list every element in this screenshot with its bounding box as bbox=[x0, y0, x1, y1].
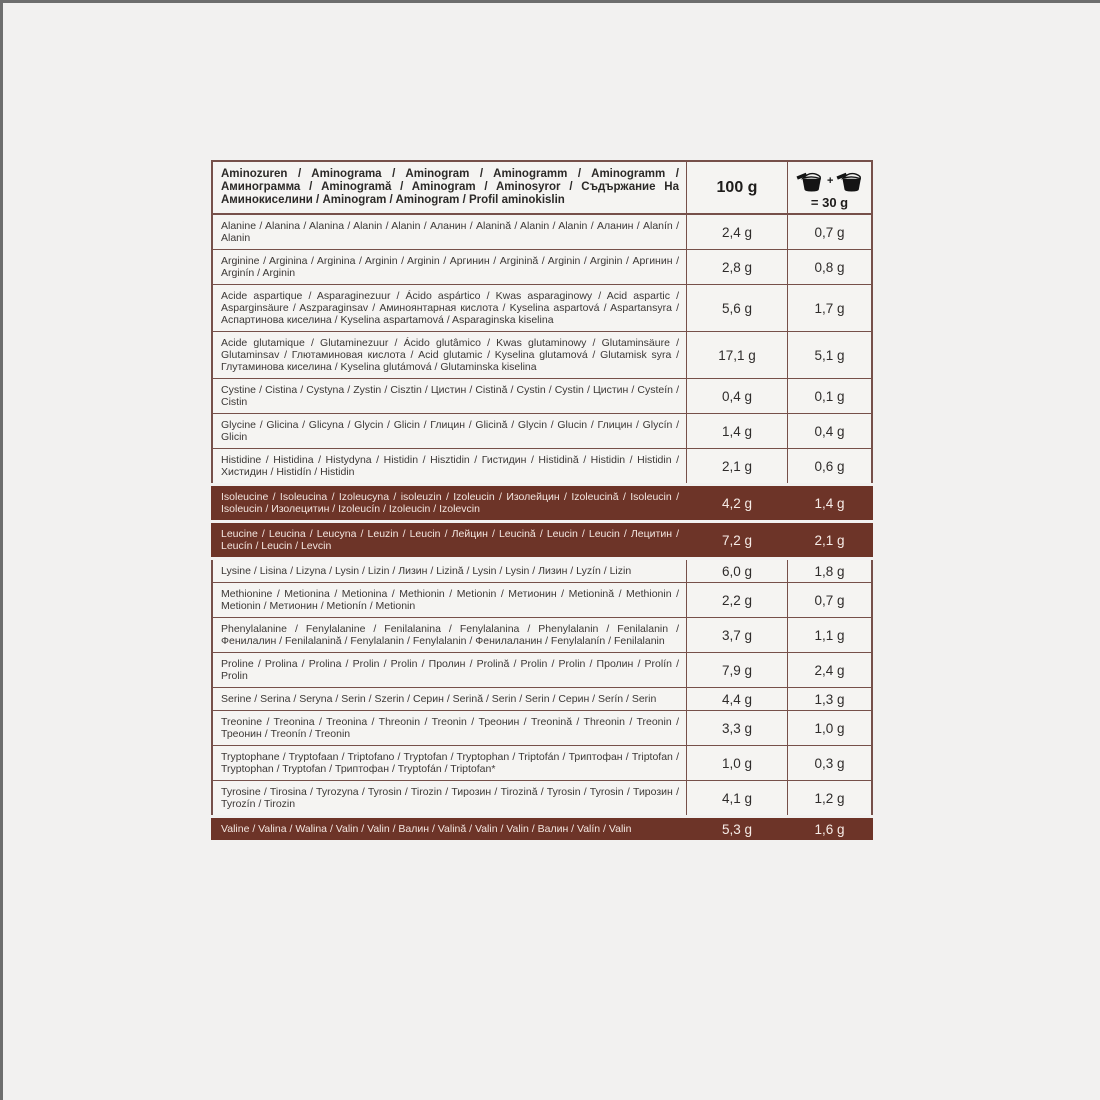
amino-name: Tryptophane / Tryptofaan / Triptofano / Tryptofan / Tryptophan / Triptofán / Триптофан / Triptofan / Tryptophan / Tryptofan / Триптофан / Tryptofán / Triptofan* bbox=[211, 746, 687, 780]
value-30g: 1,1 g bbox=[788, 618, 873, 652]
table-row bbox=[211, 557, 873, 582]
value-100g: 7,2 g bbox=[721, 532, 753, 548]
value-100g: 2,2 g bbox=[687, 583, 788, 617]
value-30g: 1,2 g bbox=[788, 781, 873, 815]
value-100g: 1,4 g bbox=[687, 414, 788, 448]
table-row bbox=[211, 413, 873, 448]
amino-name: Cystine / Cistina / Cystyna / Zystin / Cisztin / Цистин / Cistină / Cystin / Cystin / Цистин / Cysteín / Cistin bbox=[211, 379, 687, 413]
value-100g: 2,4 g bbox=[687, 215, 788, 249]
amino-name: Acide aspartique / Asparaginezuur / Ácido aspártico / Kwas asparaginowy / Acid aspartic / Asparginsäure / Aszparaginsav / Аминоянтарная кислота / Kyselina aspartová / Aspartansyra / Аспартинова киселина / Kyselina aspartamová / Asparaginska kiselina bbox=[211, 285, 687, 331]
amino-name: Lysine / Lisina / Lizyna / Lysin / Lizin / Лизин / Lizină / Lysin / Lysin / Лизин / Lyzín / Lizin bbox=[211, 560, 687, 582]
value-100g: 4,4 g bbox=[687, 688, 788, 710]
value-100g: 6,0 g bbox=[687, 560, 788, 582]
amino-name: Proline / Prolina / Prolina / Prolin / Prolin / Пролин / Prolină / Prolin / Prolin / Пролин / Prolín / Prolin bbox=[211, 653, 687, 687]
amino-name: Phenylalanine / Fenylalanine / Fenilalanina / Fenylalanina / Phenylalanin / Fenilalanin / Фенилалин / Fenilalanină / Fenylalanin / Fenylalanin / Фенилаланин / Fenylalanín / Fenilalanin bbox=[211, 618, 687, 652]
value-30g: 0,7 g bbox=[788, 583, 873, 617]
amino-name: Valine / Valina / Walina / Valin / Valin / Валин / Valină / Valin / Valin / Валин / Valín / Valin bbox=[221, 823, 632, 835]
table-row bbox=[211, 448, 873, 483]
value-100g: 3,7 g bbox=[687, 618, 788, 652]
amino-name: Leucine / Leucina / Leucyna / Leuzin / Leucin / Лейцин / Leucină / Leucin / Leucin / Лецитин / Leucín / Leucin / Levcin bbox=[221, 528, 679, 552]
value-30g: 1,6 g bbox=[814, 821, 845, 837]
value-30g: 2,1 g bbox=[814, 532, 845, 548]
value-100g: 0,4 g bbox=[687, 379, 788, 413]
svg-text:+: + bbox=[826, 174, 833, 187]
amino-name: Treonine / Treonina / Treonina / Threonin / Treonin / Треонин / Treonină / Threonin / Treonin / Треонин / Treonín / Treonin bbox=[211, 711, 687, 745]
table-row bbox=[211, 213, 873, 249]
serving-equals-label: = 30 g bbox=[810, 194, 849, 210]
table-header-row bbox=[211, 160, 873, 213]
column-header-30g bbox=[788, 162, 873, 213]
table-title-text: Aminozuren / Aminograma / Aminogram / Aminogramm / Aminogramm / Аминограмма / Aminogramă / Aminogram / Aminosyror / Съдържание На Аминокиселини / Aminogram / Aminogram / Profil aminokislin bbox=[221, 168, 679, 206]
table-row bbox=[211, 687, 873, 710]
value-100g: 4,2 g bbox=[721, 495, 753, 511]
amino-name: Methionine / Metionina / Metionina / Methionin / Metionin / Метионин / Metionină / Methionin / Metionin / Метионин / Metionín / Metionin bbox=[211, 583, 687, 617]
amino-name: Arginine / Arginina / Arginina / Arginin / Arginin / Аргинин / Arginină / Arginin / Arginin / Аргинин / Arginín / Arginin bbox=[211, 250, 687, 284]
value-30g: 0,7 g bbox=[788, 215, 873, 249]
value-100g: 1,0 g bbox=[687, 746, 788, 780]
table-title bbox=[211, 162, 687, 213]
aminogram-table bbox=[211, 160, 873, 840]
value-30g: 5,1 g bbox=[788, 332, 873, 378]
value-100g: 17,1 g bbox=[687, 332, 788, 378]
value-100g: 2,8 g bbox=[687, 250, 788, 284]
value-30g: 1,4 g bbox=[814, 495, 845, 511]
value-30g: 2,4 g bbox=[788, 653, 873, 687]
aminogram-rows bbox=[211, 213, 873, 840]
table-row bbox=[211, 249, 873, 284]
amino-name: Histidine / Histidina / Histydyna / Histidin / Hisztidin / Гистидин / Histidină / Histidin / Histidin / Хистидин / Histidín / Histidin bbox=[211, 449, 687, 483]
column-header-100g: 100 g bbox=[687, 162, 788, 213]
table-row bbox=[211, 483, 873, 520]
value-30g: 0,8 g bbox=[788, 250, 873, 284]
value-30g: 0,1 g bbox=[788, 379, 873, 413]
amino-name: Tyrosine / Tirosina / Tyrozyna / Tyrosin / Tirozin / Тирозин / Tirozină / Tyrosin / Tyrosin / Тирозин / Tyrozín / Tirozin bbox=[211, 781, 687, 815]
frame-border-top bbox=[0, 0, 1100, 3]
table-row bbox=[211, 582, 873, 617]
table-row bbox=[211, 617, 873, 652]
value-30g: 1,3 g bbox=[788, 688, 873, 710]
value-100g: 5,6 g bbox=[687, 285, 788, 331]
value-100g: 4,1 g bbox=[687, 781, 788, 815]
table-row bbox=[211, 710, 873, 745]
value-30g: 1,0 g bbox=[788, 711, 873, 745]
value-100g: 3,3 g bbox=[687, 711, 788, 745]
amino-name: Isoleucine / Isoleucina / Izoleucyna / isoleuzin / Izoleucin / Изолейцин / Izoleucină / Isoleucin / Isoleucin / Изолецитин / Izoleucín / Izoleucin / Izolevcin bbox=[221, 491, 679, 515]
amino-name: Serine / Serina / Seryna / Serin / Szerin / Серин / Serină / Serin / Serin / Серин / Serín / Serin bbox=[211, 688, 687, 710]
table-row bbox=[211, 284, 873, 331]
amino-name: Acide glutamique / Glutaminezuur / Ácido glutâmico / Kwas glutaminowy / Glutaminsäure / Glutaminsav / Глютаминовая кислота / Acid glutamic / Kyselina glutamová / Glutamisk syra / Глутаминова киселина / Kyselina glutámová / Glutaminska kiselina bbox=[211, 332, 687, 378]
table-row bbox=[211, 815, 873, 840]
value-30g: 0,3 g bbox=[788, 746, 873, 780]
value-100g: 5,3 g bbox=[721, 821, 753, 837]
table-row bbox=[211, 780, 873, 815]
amino-name: Alanine / Alanina / Alanina / Alanin / Alanin / Аланин / Alanină / Alanin / Alanin / Аланин / Alanín / Alanin bbox=[211, 215, 687, 249]
scoop-icon bbox=[796, 170, 864, 194]
frame-border-left bbox=[0, 0, 3, 1100]
table-row bbox=[211, 745, 873, 780]
value-30g: 0,6 g bbox=[788, 449, 873, 483]
table-row bbox=[211, 331, 873, 378]
amino-name: Glycine / Glicina / Glicyna / Glycin / Glicin / Глицин / Glicină / Glycin / Glucin / Глицин / Glycín / Glicin bbox=[211, 414, 687, 448]
value-30g: 1,8 g bbox=[788, 560, 873, 582]
value-30g: 1,7 g bbox=[788, 285, 873, 331]
table-row bbox=[211, 652, 873, 687]
value-100g: 2,1 g bbox=[687, 449, 788, 483]
value-30g: 0,4 g bbox=[788, 414, 873, 448]
value-100g: 7,9 g bbox=[687, 653, 788, 687]
table-row bbox=[211, 378, 873, 413]
table-row bbox=[211, 520, 873, 557]
